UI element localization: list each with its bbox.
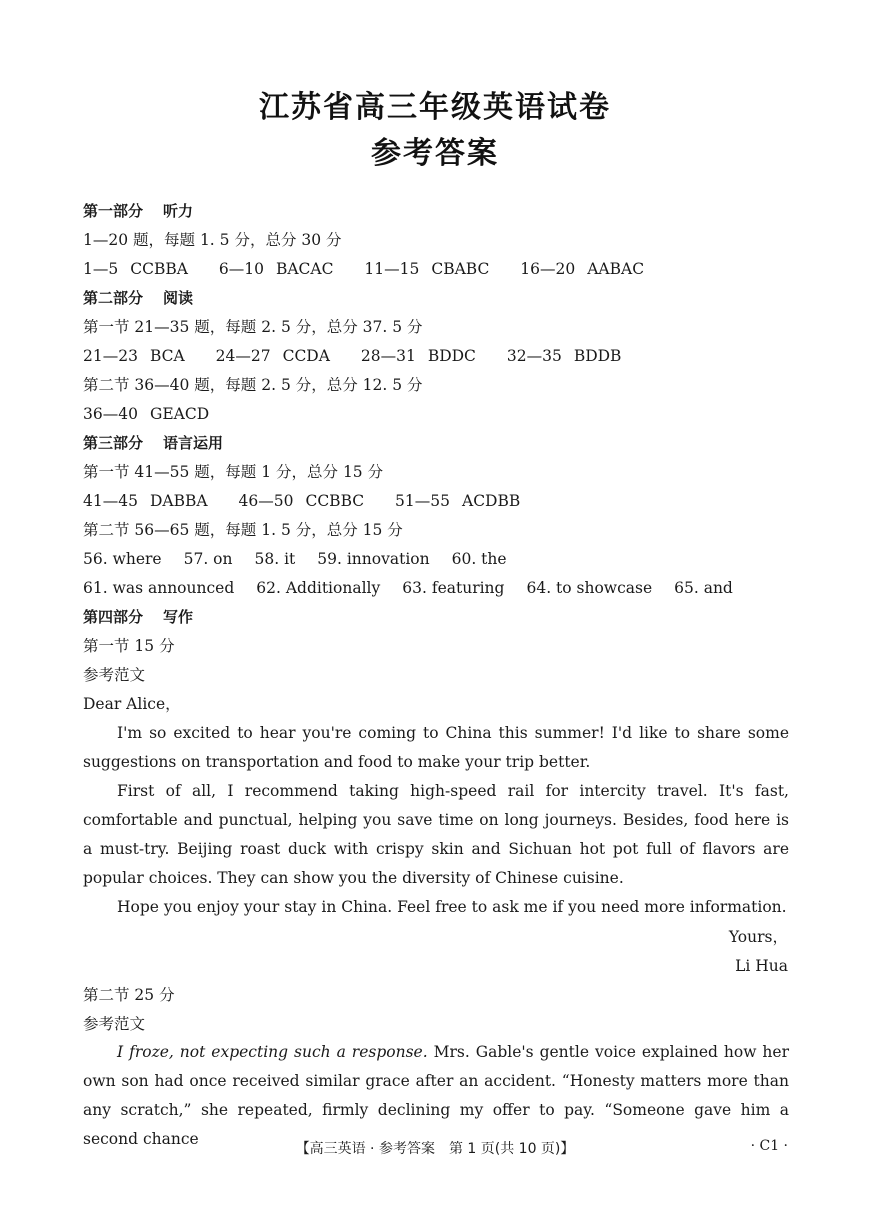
- sample-label: 参考范文: [83, 666, 146, 684]
- part4-s1-scoring: 第一节 15 分: [83, 637, 175, 655]
- part1-answers: 1—5 CCBBA 6—10 BACAC 11—15 CBABC 16—20 AABAC: [83, 260, 645, 278]
- part2-s1-answers: 21—23 BCA 24—27 CCDA 28—31 BDDC 32—35 BDDB: [83, 347, 622, 365]
- part3-s1-answers: 41—45 DABBA 46—50 CCBBC 51—55 ACDBB: [83, 492, 521, 510]
- letter-closing: Yours，: [728, 928, 788, 946]
- part2-s2-scoring: 第二节 36—40 题，每题 2. 5 分，总分 12. 5 分: [83, 376, 423, 394]
- sample-label-2: 参考范文: [83, 1015, 146, 1033]
- letter-paragraph-1: I'm so excited to hear you're coming to China this summer! I'd like to share some suggestions on transportation and food to make your trip better.: [83, 724, 789, 771]
- letter-paragraph-3: Hope you enjoy your stay in China. Feel free to ask me if you need more information.: [117, 898, 787, 916]
- part3-fill-row2: 61. was announced 62. Additionally 63. featuring 64. to showcase 65. and: [83, 579, 733, 597]
- part3-s1-scoring: 第一节 41—55 题，每题 1 分，总分 15 分: [83, 463, 384, 481]
- page-code: · C1 ·: [750, 1138, 788, 1154]
- part1-heading: 第一部分 听力: [83, 202, 194, 220]
- part3-heading: 第三部分 语言运用: [83, 434, 224, 452]
- letter-paragraph-2: First of all, I recommend taking high-speed rail for intercity travel. It's fast, comfortable and punctual, helping you save time on long journeys. Besides, food here is a must-try. Beijing roast duck with crispy skin and Sichuan hot pot full of flavors are popular choices. They can show you the diversity of Chinese cuisine.: [83, 782, 789, 887]
- part3-fill-row1: 56. where 57. on 58. it 59. innovation 60. the: [83, 550, 507, 568]
- part2-s1-scoring: 第一节 21—35 题，每题 2. 5 分，总分 37. 5 分: [83, 318, 423, 336]
- part2-heading: 第二部分 阅读: [83, 289, 194, 307]
- page-footer: 【高三英语 · 参考答案 第 1 页(共 10 页)】: [295, 1141, 575, 1157]
- part4-heading: 第四部分 写作: [83, 608, 194, 626]
- part3-s2-scoring: 第二节 56—65 题，每题 1. 5 分，总分 15 分: [83, 521, 403, 539]
- page-subtitle: 参考答案: [371, 136, 499, 171]
- letter-signature: Li Hua: [735, 957, 788, 975]
- story-paragraph: I froze, not expecting such a response. Mrs. Gable's gentle voice explained how her own son had once received similar grace after an accident. “Honesty matters more than any scratch,” she repeated, firmly declining my offer to pay. “Someone gave him a second chance: [83, 1043, 789, 1148]
- part2-s2-answers: 36—40 GEACD: [83, 405, 210, 423]
- page-title: 江苏省高三年级英语试卷: [259, 90, 611, 125]
- part4-s2-scoring: 第二节 25 分: [83, 986, 175, 1004]
- part1-scoring: 1—20 题，每题 1. 5 分，总分 30 分: [83, 231, 342, 249]
- letter-greeting: Dear Alice，: [83, 695, 181, 713]
